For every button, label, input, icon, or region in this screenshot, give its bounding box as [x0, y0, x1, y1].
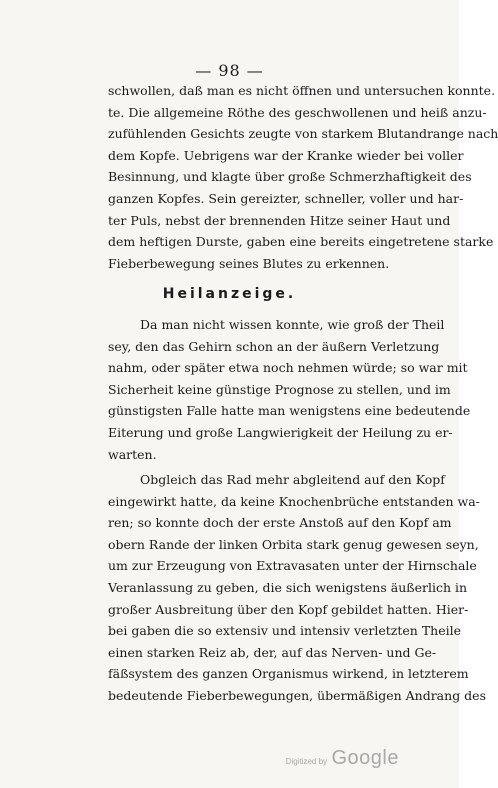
text-line: zufühlenden Gesichts zeugte von starkem Blutandrange nach [108, 126, 498, 142]
paragraph-injury [108, 469, 486, 707]
text-line: Besinnung, und klagte über große Schmerzhaftigkeit des [108, 169, 472, 185]
text-line: eingewirkt hatte, da keine Knochenbrüche entstanden wa- [108, 493, 480, 509]
text-line: dem Kopfe. Uebrigens war der Kranke wieder bei voller [108, 147, 464, 163]
text-line: Veranlassung zu geben, die sich wenigstens äußerlich in [108, 579, 468, 595]
text-line: günstigsten Falle hatte man wenigstens eine bedeutende [108, 403, 471, 419]
paragraph-prognosis [108, 314, 471, 465]
section-heading: Heilanzeige. [162, 286, 297, 302]
digitized-by-label: Digitized by [285, 757, 328, 766]
paragraph-continuation [108, 80, 498, 274]
text-line: Da man nicht wissen konnte, wie groß der Theil [140, 317, 445, 332]
text-line: ter Puls, nebst der brennenden Hitze seiner Haut und [108, 212, 451, 228]
google-logo-text: Google [331, 747, 399, 769]
text-line: Eiterung und große Langwierigkeit der Heilung zu er- [108, 424, 453, 440]
text-line: einen starken Reiz ab, der, auf das Nerven- und Ge- [108, 644, 437, 660]
text-line: um zur Erzeugung von Extravasaten unter der Hirnschale [108, 558, 477, 574]
text-line: te. Die allgemeine Röthe des geschwollenen und heiß anzu- [108, 104, 487, 120]
google-watermark [286, 747, 399, 770]
text-line: obern Rande der linken Orbita stark genug gewesen seyn, [108, 536, 479, 552]
text-line: Sicherheit keine günstige Prognose zu stellen, und im [108, 381, 451, 397]
text-line: ganzen Kopfes. Sein gereizter, schneller, voller und har- [108, 190, 464, 206]
text-line: ren; so konnte doch der erste Anstoß auf den Kopf am [108, 515, 452, 531]
page-number: — 98 — [195, 61, 264, 80]
text-line: Fieberbewegung seines Blutes zu erkennen. [108, 255, 390, 271]
text-line: dem heftigen Durste, gaben eine bereits eingetretene starke [108, 234, 494, 250]
text-line: nahm, oder später etwa noch nehmen würde; so war mit [108, 360, 468, 376]
text-line: bedeutende Fieberbewegungen, übermäßigen Andrang des [108, 687, 486, 703]
text-line: warten. [108, 446, 157, 462]
text-line: großer Ausbreitung über den Kopf gebildet hatten. Hier- [108, 601, 469, 617]
text-line: sey, den das Gehirn schon an der äußern Verletzung [108, 338, 440, 354]
text-line: Obgleich das Rad mehr abgleitend auf den Kopf [140, 472, 445, 487]
text-line: schwollen, daß man es nicht öffnen und untersuchen konnte. [108, 83, 496, 98]
text-line: fäßsystem des ganzen Organismus wirkend, in letzterem [108, 666, 469, 682]
text-line: bei gaben die so extensiv und intensiv verletzten Theile [108, 623, 462, 639]
